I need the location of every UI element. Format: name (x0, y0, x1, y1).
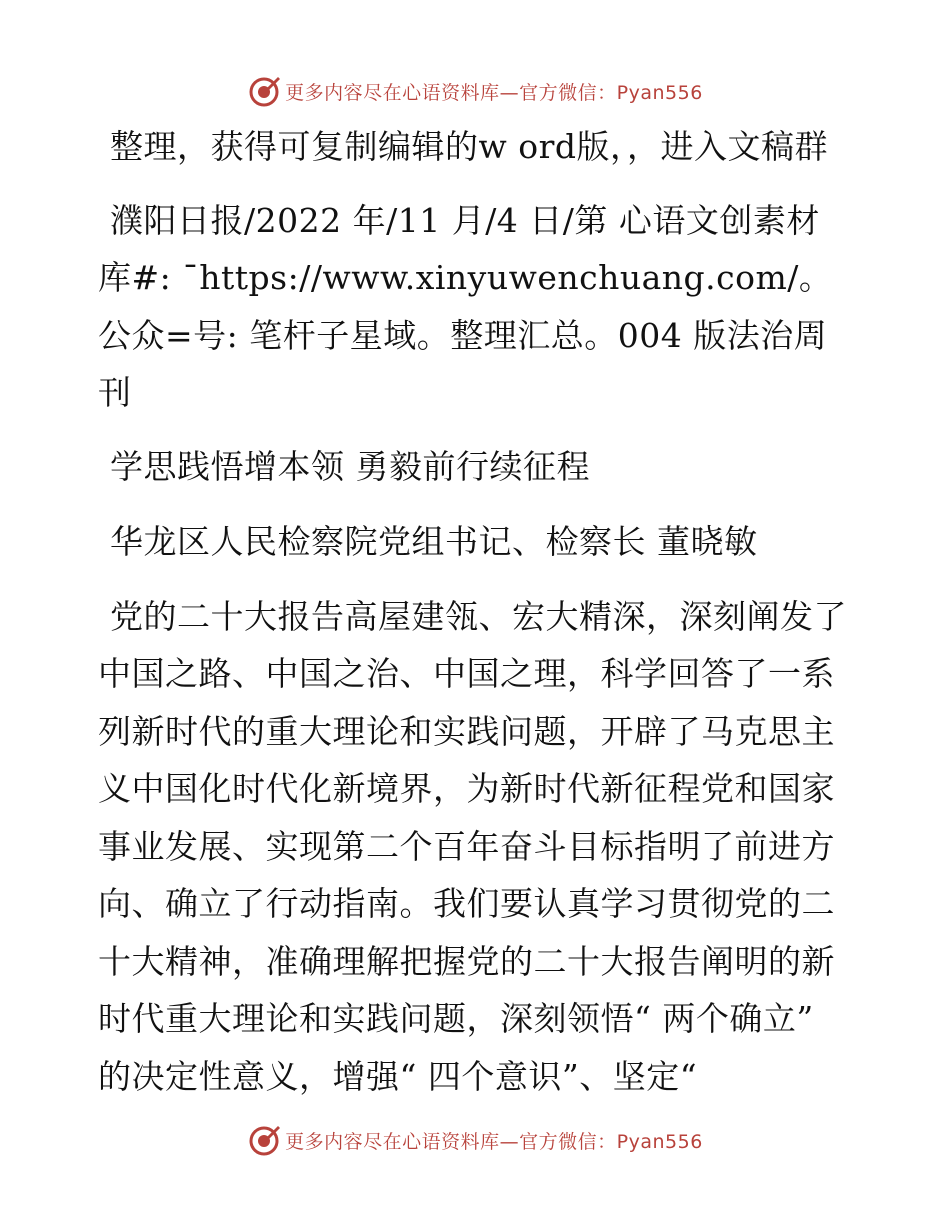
watermark-text: 更多内容尽在心语资料库—官方微信：Pyan556 (285, 81, 703, 104)
document-body (98, 118, 850, 1105)
pen-seal-logo-icon (247, 74, 281, 108)
source-line: 濮阳日报/2022 年/11 月/4 日/第 心语文创素材库#: ¯https://www.xinyuwenchuang.com/。公众=号: 笔杆子星域。整理汇总。004 版法治周刊 (98, 200, 833, 412)
intro-line: 整理，获得可复制编辑的w ord版，，进入文稿群 (110, 127, 829, 166)
body-paragraph: 党的二十大报告高屋建瓴、宏大精深，深刻阐发了中国之路、中国之治、中国之理，科学回答了一系列新时代的重大理论和实践问题，开辟了马克思主义中国化时代化新境界，为新时代新征程党和国家事业发展、实现第二个百年奋斗目标指明了前进方向、确立了行动指南。我们要认真学习贯彻党的二十大精神，准确理解把握党的二十大报告阐明的新时代重大理论和实践问题，深刻领悟“ 两个确立” 的决定性意义，增强“ 四个意识”、坚定“ (98, 596, 847, 1096)
footer-watermark-banner (0, 1120, 950, 1160)
author-line: 华龙区人民检察院党组书记、检察长 董晓敏 (110, 522, 758, 561)
article-title: 学思践悟增本领 勇毅前行续征程 (110, 446, 590, 486)
pen-seal-logo-icon (247, 1123, 281, 1157)
watermark-text: 更多内容尽在心语资料库—官方微信：Pyan556 (285, 1130, 703, 1153)
header-watermark-banner (0, 71, 950, 111)
